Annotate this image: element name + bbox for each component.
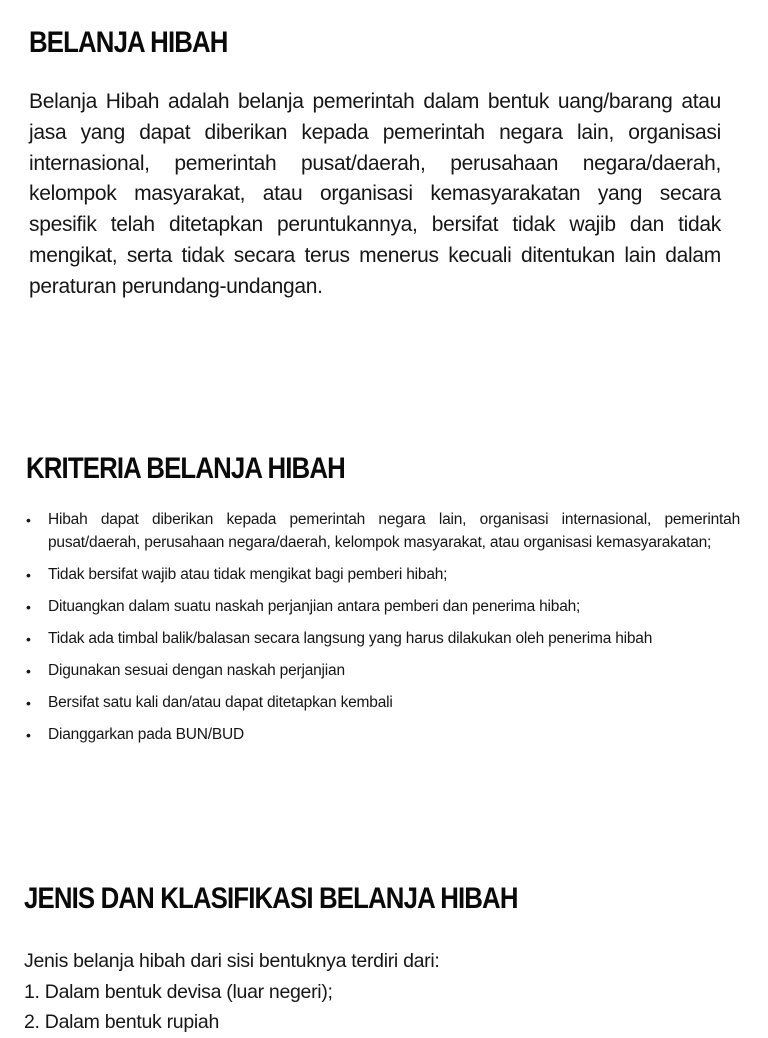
list-item bbox=[26, 509, 740, 554]
jenis-item: 2. Dalam bentuk rupiah bbox=[24, 1011, 220, 1033]
list-item bbox=[26, 660, 740, 683]
jenis-intro: Jenis belanja hibah dari sisi bentuknya terdiri dari: bbox=[24, 950, 440, 972]
criteria-text: Tidak bersifat wajib atau tidak mengikat bagi pemberi hibah; bbox=[48, 565, 448, 583]
bullet-icon: • bbox=[26, 512, 31, 528]
definition-paragraph: Belanja Hibah adalah belanja pemerintah dalam bentuk uang/barang atau jasa yang dapat diberikan kepada pemerintah negara lain, organisasi internasional, pemerintah pusat/daerah, perusahaan negara/daerah, kelompok masyarakat, atau organisasi kemasyarakatan yang secara spesifik telah ditetapkan peruntukannya, bersifat tidak wajib dan tidak mengikat, serta tidak secara terus menerus kecuali ditentukan lain dalam peraturan perundang-undangan. bbox=[29, 90, 721, 298]
list-item bbox=[26, 596, 740, 619]
section-title-belanja-hibah: BELANJA HIBAH bbox=[29, 26, 228, 59]
section-title-kriteria: KRITERIA BELANJA HIBAH bbox=[26, 452, 345, 485]
criteria-text: Hibah dapat diberikan kepada pemerintah negara lain, organisasi internasional, pemerintah pusat/daerah, perusahaan negara/daerah, kelompok masyarakat, atau organisasi kemasyarakatan; bbox=[48, 511, 740, 551]
criteria-text: Dianggarkan pada BUN/BUD bbox=[48, 725, 244, 743]
bullet-icon: • bbox=[26, 566, 31, 583]
bullet-icon: • bbox=[26, 630, 31, 647]
jenis-item: 1. Dalam bentuk devisa (luar negeri); bbox=[24, 980, 333, 1003]
bullet-icon: • bbox=[26, 726, 31, 743]
criteria-text: Tidak ada timbal balik/balasan secara langsung yang harus dilakukan oleh penerima hibah bbox=[48, 629, 653, 647]
bullet-icon: • bbox=[26, 694, 31, 711]
list-item bbox=[26, 724, 740, 747]
bullet-icon: • bbox=[26, 598, 31, 615]
list-item bbox=[26, 564, 740, 587]
criteria-list bbox=[26, 509, 740, 756]
criteria-text: Bersifat satu kali dan/atau dapat ditetapkan kembali bbox=[48, 693, 393, 711]
list-item bbox=[26, 692, 740, 715]
list-item bbox=[26, 628, 740, 651]
section-title-jenis-klasifikasi: JENIS DAN KLASIFIKASI BELANJA HIBAH bbox=[24, 882, 518, 915]
criteria-text: Digunakan sesuai dengan naskah perjanjian bbox=[48, 661, 345, 679]
bullet-icon: • bbox=[26, 662, 31, 679]
criteria-text: Dituangkan dalam suatu naskah perjanjian antara pemberi dan penerima hibah; bbox=[48, 597, 581, 615]
